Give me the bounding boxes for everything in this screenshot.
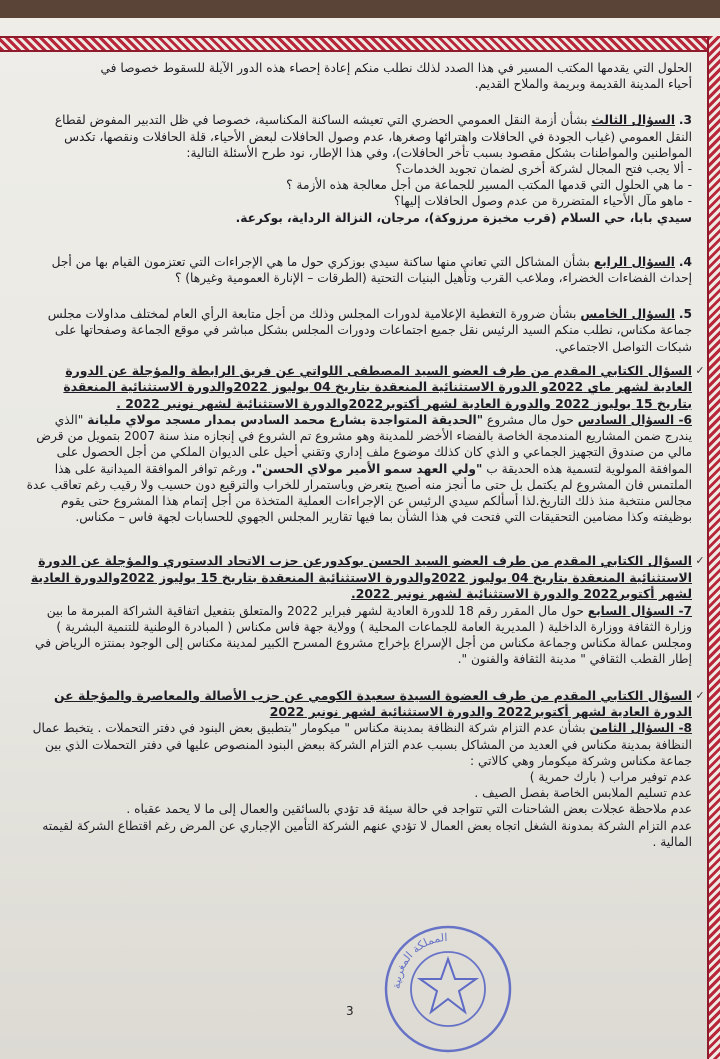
- question-6-rest: ورغم توافر الموافقة الميدانية على هذا الملتمس فان المشروع لم يكتمل بل حتى ما أنجز منه أصبح يتعرض وباستمرار للخراب والترقيع دون حسيب ولا رقيب رغم تعاقب عدة مجالس منتخبة منذ ذلك التاريخ.لذا أسألكم سيدي الرئيس عن الإجراءات العملية المتخذة من أجل إتمام هذا المشروع حتى يقوم بوظيفته وكذا مضامين التحقيقات التي فتحت في هذا الشأن بما فيها تقارير المجلس الجهوي للحسابات لجهة فاس – مكناس.: [26, 461, 692, 525]
- question-3-body: [26, 112, 692, 161]
- question-4-label: السؤال الرابع: [593, 254, 675, 269]
- intro-line-1: الحلول التي يقدمها المكتب المسير في هذا الصدد لذلك نطلب منكم إعادة إحصاء هذه الدور الآيلة للسقوط خصوصا في: [100, 61, 692, 75]
- question-3-label: السؤال الثالث: [591, 113, 675, 128]
- checkmark-icon: ✓: [695, 688, 705, 702]
- question-3-items: [26, 161, 692, 210]
- question-7-text: حول مال المقرر رقم 18 للدورة العادية لشهر فبراير 2022 والمتعلق بتفعيل اتفاقية الشراكة المبرمة ما بين وزارة الثقافة ووزارة الداخلية ( المديرية العامة للجماعات المحلية ) وولاية جهة فاس مكناس ( المبادرة الوطنية للتنمية البشرية ) ومجلس عمالة مكناس وجماعة مكناس من أجل الإسراع بإخراج مشروع المسرح الكبير لمدينة مكناس إلى الوجود بمنتزه الرياض في إطار القطب الثقافي " مدينة الثقافة والفنون ".: [35, 603, 692, 667]
- question-5-body: [26, 306, 692, 355]
- question-6-label: 6- السؤال السادس: [577, 413, 692, 428]
- list-item: - ما هي الحلول التي قدمها المكتب المسير للجماعة من أجل معالجة هذه الأزمة ؟: [286, 178, 692, 193]
- question-6-intro: حول مال مشروع: [486, 413, 574, 428]
- question-6-text: "الذي يندرج ضمن المشاريع المندمجة الخاصة بالفضاء الأخضر للمدينة وهو مشروع تم الشروع في إنجازه منذ سنة 2007 بتمويل من قرض مالي من صندوق التجهيز الجماعي و الذي كان كذلك موضوع ملف إداري وتقني أحيل على الديوان الملكي من أجل الحصول على الموافقة المولوية لتسمية هذه الحديقة ب: [36, 413, 692, 476]
- question-8-text: بشأن عدم التزام شركة النظافة بمدينة مكناس " ميكومار "بتطبيق بعض البنود في دفتر التحملات . يتخبط عمال النظافة بمدينة مكناس في العديد من المشاكل بسبب عدم التزام الشركة ببعض البنود المنصوص عليها في دفتر التحملات الذي بين جماعة مكناس وشركة ميكومار وهي كالاتي :: [32, 721, 692, 768]
- checkmark-icon: ✓: [695, 363, 705, 377]
- question-5: [26, 306, 692, 355]
- section-1: [26, 362, 705, 526]
- question-4-number: 4.: [678, 254, 692, 269]
- list-item: عدم تسليم الملابس الخاصة بفصل الصيف .: [474, 786, 692, 801]
- question-8-items: [26, 769, 692, 850]
- page-number: 3: [346, 1004, 354, 1018]
- section-1-heading: السؤال الكتابي المقدم من طرف العضو السيد المصطفى اللواتي عن فريق الرابطة والمؤجلة عن الدورة العادية لشهر ماي 2022و الدورة الاستثنائية المنعقدة بتاريخ 04 يوليوز 2022والدورة الاستثنائية المنعقدة بتاريخ 15 يوليوز 2022 والدورة العادية لشهر أكتوبر2022والدورة الاستثنائية لشهر نونبر 2022 .: [63, 362, 692, 411]
- list-item: - ماهو مآل الأحياء المتضررة من عدم وصول الحافلات إليها؟: [394, 194, 692, 209]
- section-2: [26, 553, 705, 667]
- star-icon: [420, 959, 476, 1012]
- checkmark-icon: ✓: [695, 554, 705, 568]
- list-item: - ألا يجب فتح المجال لشركة أخرى لضمان تجويد الخدمات؟: [395, 162, 692, 177]
- stamp-text: المملكة المغربية: [389, 930, 448, 990]
- question-5-label: السؤال الخامس: [580, 307, 675, 322]
- question-6-name: "ولي العهد سمو الأمير مولاي الحسن".: [251, 461, 483, 476]
- question-3: [26, 112, 692, 225]
- question-4-body: [26, 254, 692, 286]
- question-6-title: "الحديقة المتواجدة بشارع محمد السادس بمدار مسجد مولاي مليانة: [87, 413, 484, 428]
- section-2-heading: السؤال الكتابي المقدم من طرف العضو السيد الحسن بوكدورعن حزب الاتحاد الدستوري والمؤجلة عن الدورة الاستثنائية المنعقدة بتاريخ 04 يوليوز 2022والدورة الاستثنائية المنعقدة بتاريخ 15 يوليوز 2022والدورة العادية لشهر أكتوبر2022 والدورة الاستثنائية لشهر نونبر 2022.: [30, 553, 692, 602]
- question-8-label: 8- السؤال الثامن: [589, 721, 692, 736]
- official-stamp: [382, 923, 514, 1055]
- question-6-body: [26, 412, 692, 525]
- question-5-number: 5.: [678, 307, 692, 322]
- question-3-number: 3.: [678, 113, 692, 128]
- decorative-border-top: [0, 36, 720, 52]
- decorative-border-right: [707, 36, 720, 1059]
- question-3-neighborhoods: سيدي بابا، حي السلام (قرب مخبزة مرزوكة)، مرجان، النزالة الرداية، بوكرعة.: [235, 210, 692, 225]
- question-7-body: [26, 603, 692, 668]
- question-4-text: بشأن المشاكل التي تعاني منها ساكنة سيدي بوزكري حول ما هي الإجراءات التي تعتزمون القيام بها من أجل إحداث الفضاءات الخضراء، وملاعب القرب وتأهيل البنيات التحتية (الطرقات – الإنارة العمومية وغيرها) ؟: [51, 254, 692, 286]
- section-3: [26, 687, 705, 850]
- question-3-text: بشأن أزمة النقل العمومي الحضري التي تعيشه الساكنة المكناسية، خصوصا في ظل التدبير المفوض لقطاع النقل العمومي (غياب الجودة في الحافلات واهترائها وصغرها، عدم وصول الحافلات لبعض الأحياء، قلة الحافلات ونقصها، تكدس المواطنين والمواطنات بشكل مقصود بسبب تأخر الحافلات)، وفي هذا الإطار، نود طرح الأسئلة التالية:: [54, 113, 692, 160]
- list-item: عدم توفير مراب ( بارك حمرية ): [529, 769, 692, 784]
- question-4: [26, 254, 692, 286]
- question-7-label: 7- السؤال السابع: [587, 603, 692, 618]
- document-body: [26, 60, 705, 850]
- section-3-heading: السؤال الكتابي المقدم من طرف العضوة السيدة سعيدة الكومي عن حزب الأصالة والمعاصرة والمؤجلة عن الدورة العادية لشهر أكتوبر2022 والدورة الاستثنائية لشهر نونبر 2022: [54, 687, 692, 719]
- list-item: عدم التزام الشركة بمدونة الشغل اتجاه بعض العمال لا تؤدي عنهم الشركة التأمين الإجباري عن المرض رغم اقتطاع الشركة لقيمته المالية .: [42, 818, 692, 849]
- list-item: عدم ملاحظة عجلات بعض الشاحنات التي تتواجد في حالة سيئة قد تؤدي بالسائقين والعمال إلى ما لا يحمد عقباه .: [126, 802, 692, 817]
- question-8-body: [26, 720, 692, 769]
- document-page: [0, 18, 720, 1059]
- intro-line-2: أحياء المدينة القديمة وبريمة والملاح القديم.: [474, 77, 692, 92]
- question-5-text: بشأن ضرورة التغطية الإعلامية لدورات المجلس وذلك من أجل متابعة الرأي العام لمختلف مداولات مجلس جماعة مكناس، نطلب منكم السيد الرئيس نقل جميع اجتماعات ودورات المجلس بشكل مباشر في موقع الجماعة وصفحاتها على شبكات التواصل الاجتماعي.: [47, 307, 692, 354]
